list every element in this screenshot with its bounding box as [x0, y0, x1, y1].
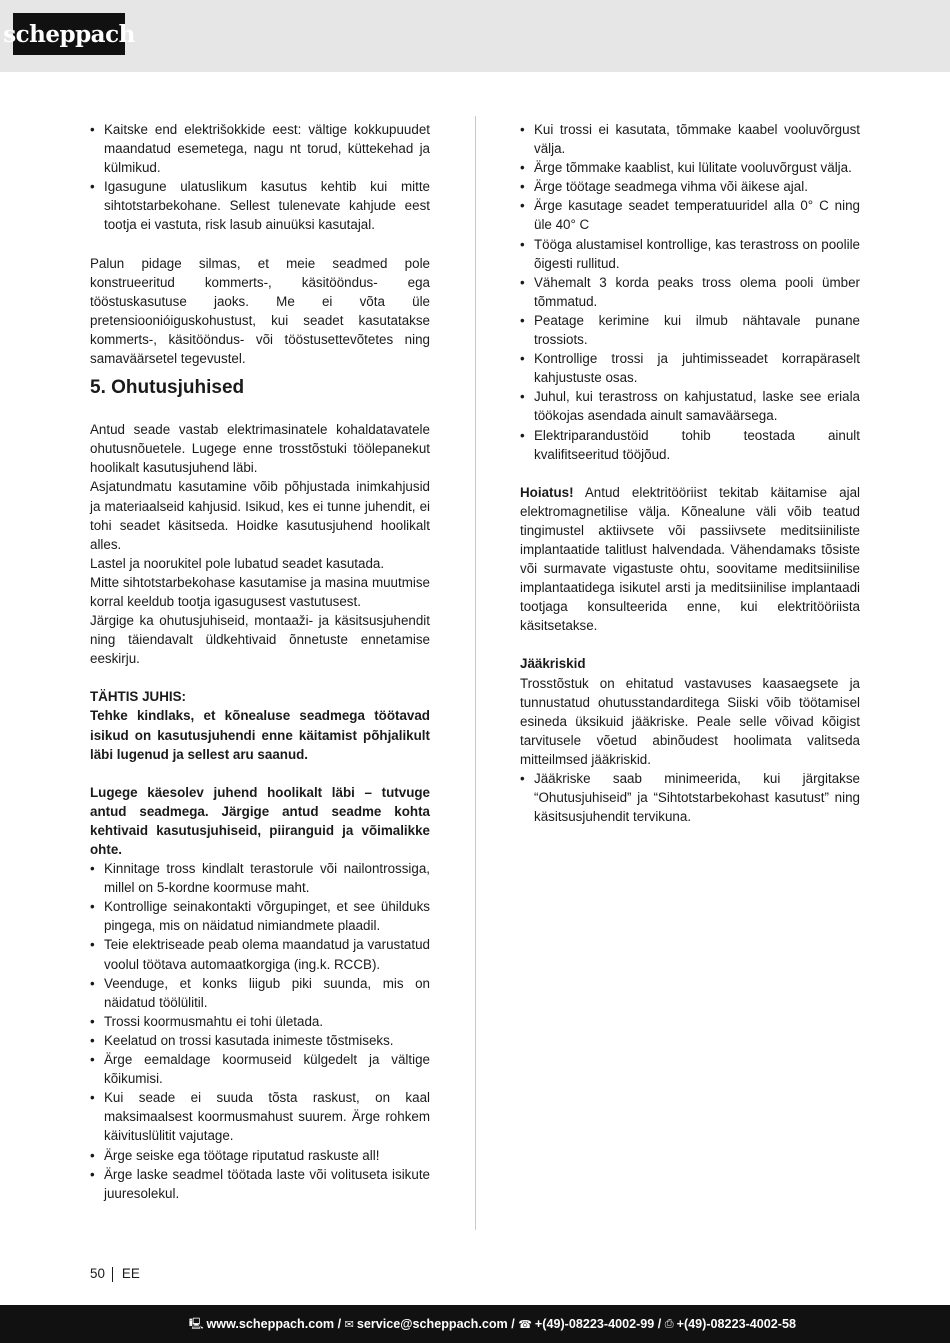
phone-number: +(49)-08223-4002-99 / [534, 1317, 662, 1331]
list-item: • Ärge töötage seadmega vihma või äikese ajal. [520, 177, 860, 196]
list-item: • Ärge laske seadmel töötada laste või volituseta isikute juuresolekul. [90, 1165, 430, 1203]
fax-icon: ⎙ [664, 1317, 674, 1330]
list-item: • Vähemalt 3 korda peaks tross olema pooli ümber tõmmatud. [520, 273, 860, 311]
list-item: • Ärge eemaldage koormuseid külgedelt ja vältige kõikumisi. [90, 1050, 430, 1088]
list-item: • Tööga alustamisel kontrollige, kas terastross on poolile õigesti rullitud. [520, 235, 860, 273]
fax-number: +(49)-08223-4002-58 [676, 1317, 796, 1331]
left-column [90, 120, 430, 1203]
list-item: • Veenduge, et konks liigub piki suunda, mis on näidatud töölülitil. [90, 974, 430, 1012]
list-item: • Ärge kasutage seadet temperatuuridel alla 0° C ning üle 40° C [520, 196, 860, 234]
bullet-list-c [520, 120, 860, 464]
list-item: • Kontrollige trossi ja juhtimisseadet korrapäraselt kahjustuste osas. [520, 349, 860, 387]
list-item: • Peatage kerimine kui ilmub nähtavale punane trossiots. [520, 311, 860, 349]
list-item: • Ärge seiske ega töötage riputatud raskuste all! [90, 1146, 430, 1165]
paragraph: Lastel ja noorukitel pole lubatud seadet kasutada. [90, 555, 385, 571]
paragraph: Järgige ka ohutusjuhiseid, montaaži- ja käsitsusjuhendit ning täiendavalt üldkehtivaid õnnetuste ennetamise eeskirju. [90, 613, 430, 667]
paragraph: Trosstõstuk on ehitatud vastavuses kaasaegsete ja tunnustatud ohutusstandarditega Siiski võib töötamisel esineda üksikuid jääkriske. Peale selle võivad kõigist tarvitusele võetud abinõudest hoolimata valitseda mitteilmsed jääkriskid. [520, 675, 860, 767]
header-bar [0, 0, 950, 72]
contact-footer [0, 1305, 950, 1343]
paragraph: Antud seade vastab elektrimasinatele kohaldatavatele ohutusnõuetele. Lugege enne trosstõstuki töölepanekut hoolikalt kasutusjuhend läbi. [90, 422, 430, 476]
list-item: • Teie elektriseade peab olema maandatud ja varustatud voolul töötava automaatkorgiga (ing.k. RCCB). [90, 935, 430, 973]
list-item: • Igasugune ulatuslikum kasutus kehtib kui mitte sihtotstarbekohane. Sellest tulenevate kahjude eest tootja ei vastuta, risk lasub ainuüksi kasutajal. [90, 177, 430, 234]
email-link[interactable]: service@scheppach.com / [356, 1317, 515, 1331]
residual-risks-title: Jääkriskid [520, 656, 586, 672]
brand-logo: scheppach [13, 13, 125, 55]
page-number: 50 [90, 1266, 105, 1281]
page-footer-label [90, 1265, 140, 1283]
list-item: • Kontrollige seinakontakti võrgupinget, et see ühilduks pingega, mis on näidatud nimiandmete plaadil. [90, 897, 430, 935]
list-item: • Ärge tõmmake kaablist, kui lülitate vooluvõrgust välja. [520, 158, 860, 177]
list-item: • Juhul, kui terastross on kahjustatud, laske see eriala töökojas asendada ainult samaväärsega. [520, 387, 860, 425]
important-text: Tehke kindlaks, et kõnealuse seadmega töötavad isikud on kasutusjuhendi enne käitamist põhjalikult läbi lugenud ja sellest aru saanud. [90, 708, 430, 762]
list-item: • Kinnitage tross kindlalt terastorule või nailontrossiga, millel on 5-kordne koormuse maht. [90, 859, 430, 897]
important-title: TÄHTIS JUHIS: [90, 689, 186, 705]
mail-icon: ✉ [344, 1318, 354, 1331]
paragraph: Palun pidage silmas, et meie seadmed pole konstrueeritud kommerts-, käsitööndus- ega tööstuskasutuse jaoks. Me ei võta üle pretensioonióiguskohustust, kui seadet kasutatakse kommerts-, käsitööndus- või tööstusettevõtetes ning samaväärsetel tegevustel. [90, 255, 430, 367]
list-item: • Kui seade ei suuda tõsta raskust, on kaal maksimaalsest koormusmahust suurem. Ärge rohkem käivituslülitit vajutage. [90, 1088, 430, 1145]
warning-paragraph [520, 483, 860, 636]
computer-icon: 🖳 [188, 1317, 204, 1330]
language-code: EE [121, 1266, 140, 1281]
list-item: • Kaitske end elektrišokkide eest: vältige kokkupuudet maandatud esemetega, nagu nt torud, küttekehad ja külmikud. [90, 120, 430, 177]
column-divider [475, 116, 476, 1230]
right-column [520, 120, 860, 826]
warning-text: Antud elektritööriist tekitab käitamise ajal elektromagnetilise välja. Kõnealune väli võib teatud tingimustel aktiivsete või passiivsete meditsiiniliste implantaatide talitlust halvendada. Vähendamaks tõsiste või surmavate vigastuste ohtu, soovitame meditsiinilise implantaatidega isikutel arsti ja meditsiinilise implantaadi tootjaga konsulteerida enne, kui elektritööriista käsitsetakse. [520, 484, 860, 634]
warning-label: Hoiatus! [520, 484, 574, 500]
bullet-list-d [520, 769, 860, 826]
list-item: • Trossi koormusmahtu ei tohi ületada. [90, 1012, 430, 1031]
list-item: • Jääkriske saab minimeerida, kui järgitakse “Ohutusjuhiseid” ja “Sihtotstarbekohast kasutust” ning käsitsusjuhendit tervikuna. [520, 769, 860, 826]
section-heading: 5. Ohutusjuhised [90, 377, 245, 399]
list-item: • Kui trossi ei kasutata, tõmmake kaabel vooluvõrgust välja. [520, 120, 860, 158]
paragraph: Asjatundmatu kasutamine võib põhjustada inimkahjusid ja materiaalseid kahjusid. Isikud, kes ei tunne juhendit, ei tohi seadet käsitseda. Hoidke kasutusjuhend hoolikalt alles. [90, 479, 430, 552]
paragraph: Mitte sihtotstarbekohase kasutamise ja masina muutmise korral keeldub tootja igasugusest vastutusest. [90, 574, 430, 609]
bullet-list-b [90, 859, 430, 1203]
list-item: • Elektriparandustöid tohib teostada ainult kvalifitseeritud tööjõud. [520, 426, 860, 464]
website-link[interactable]: www.scheppach.com / [206, 1317, 342, 1331]
phone-icon: ☎ [518, 1318, 532, 1331]
list-item: • Keelatud on trossi kasutada inimeste tõstmiseks. [90, 1031, 430, 1050]
read-instructions-text: Lugege käesolev juhend hoolikalt läbi – tutvuge antud seadmega. Järgige antud seadme kohta kehtivaid kasutusjuhiseid, piiranguid ja võimalikke ohte. [90, 784, 430, 857]
bullet-list-a [90, 120, 430, 235]
